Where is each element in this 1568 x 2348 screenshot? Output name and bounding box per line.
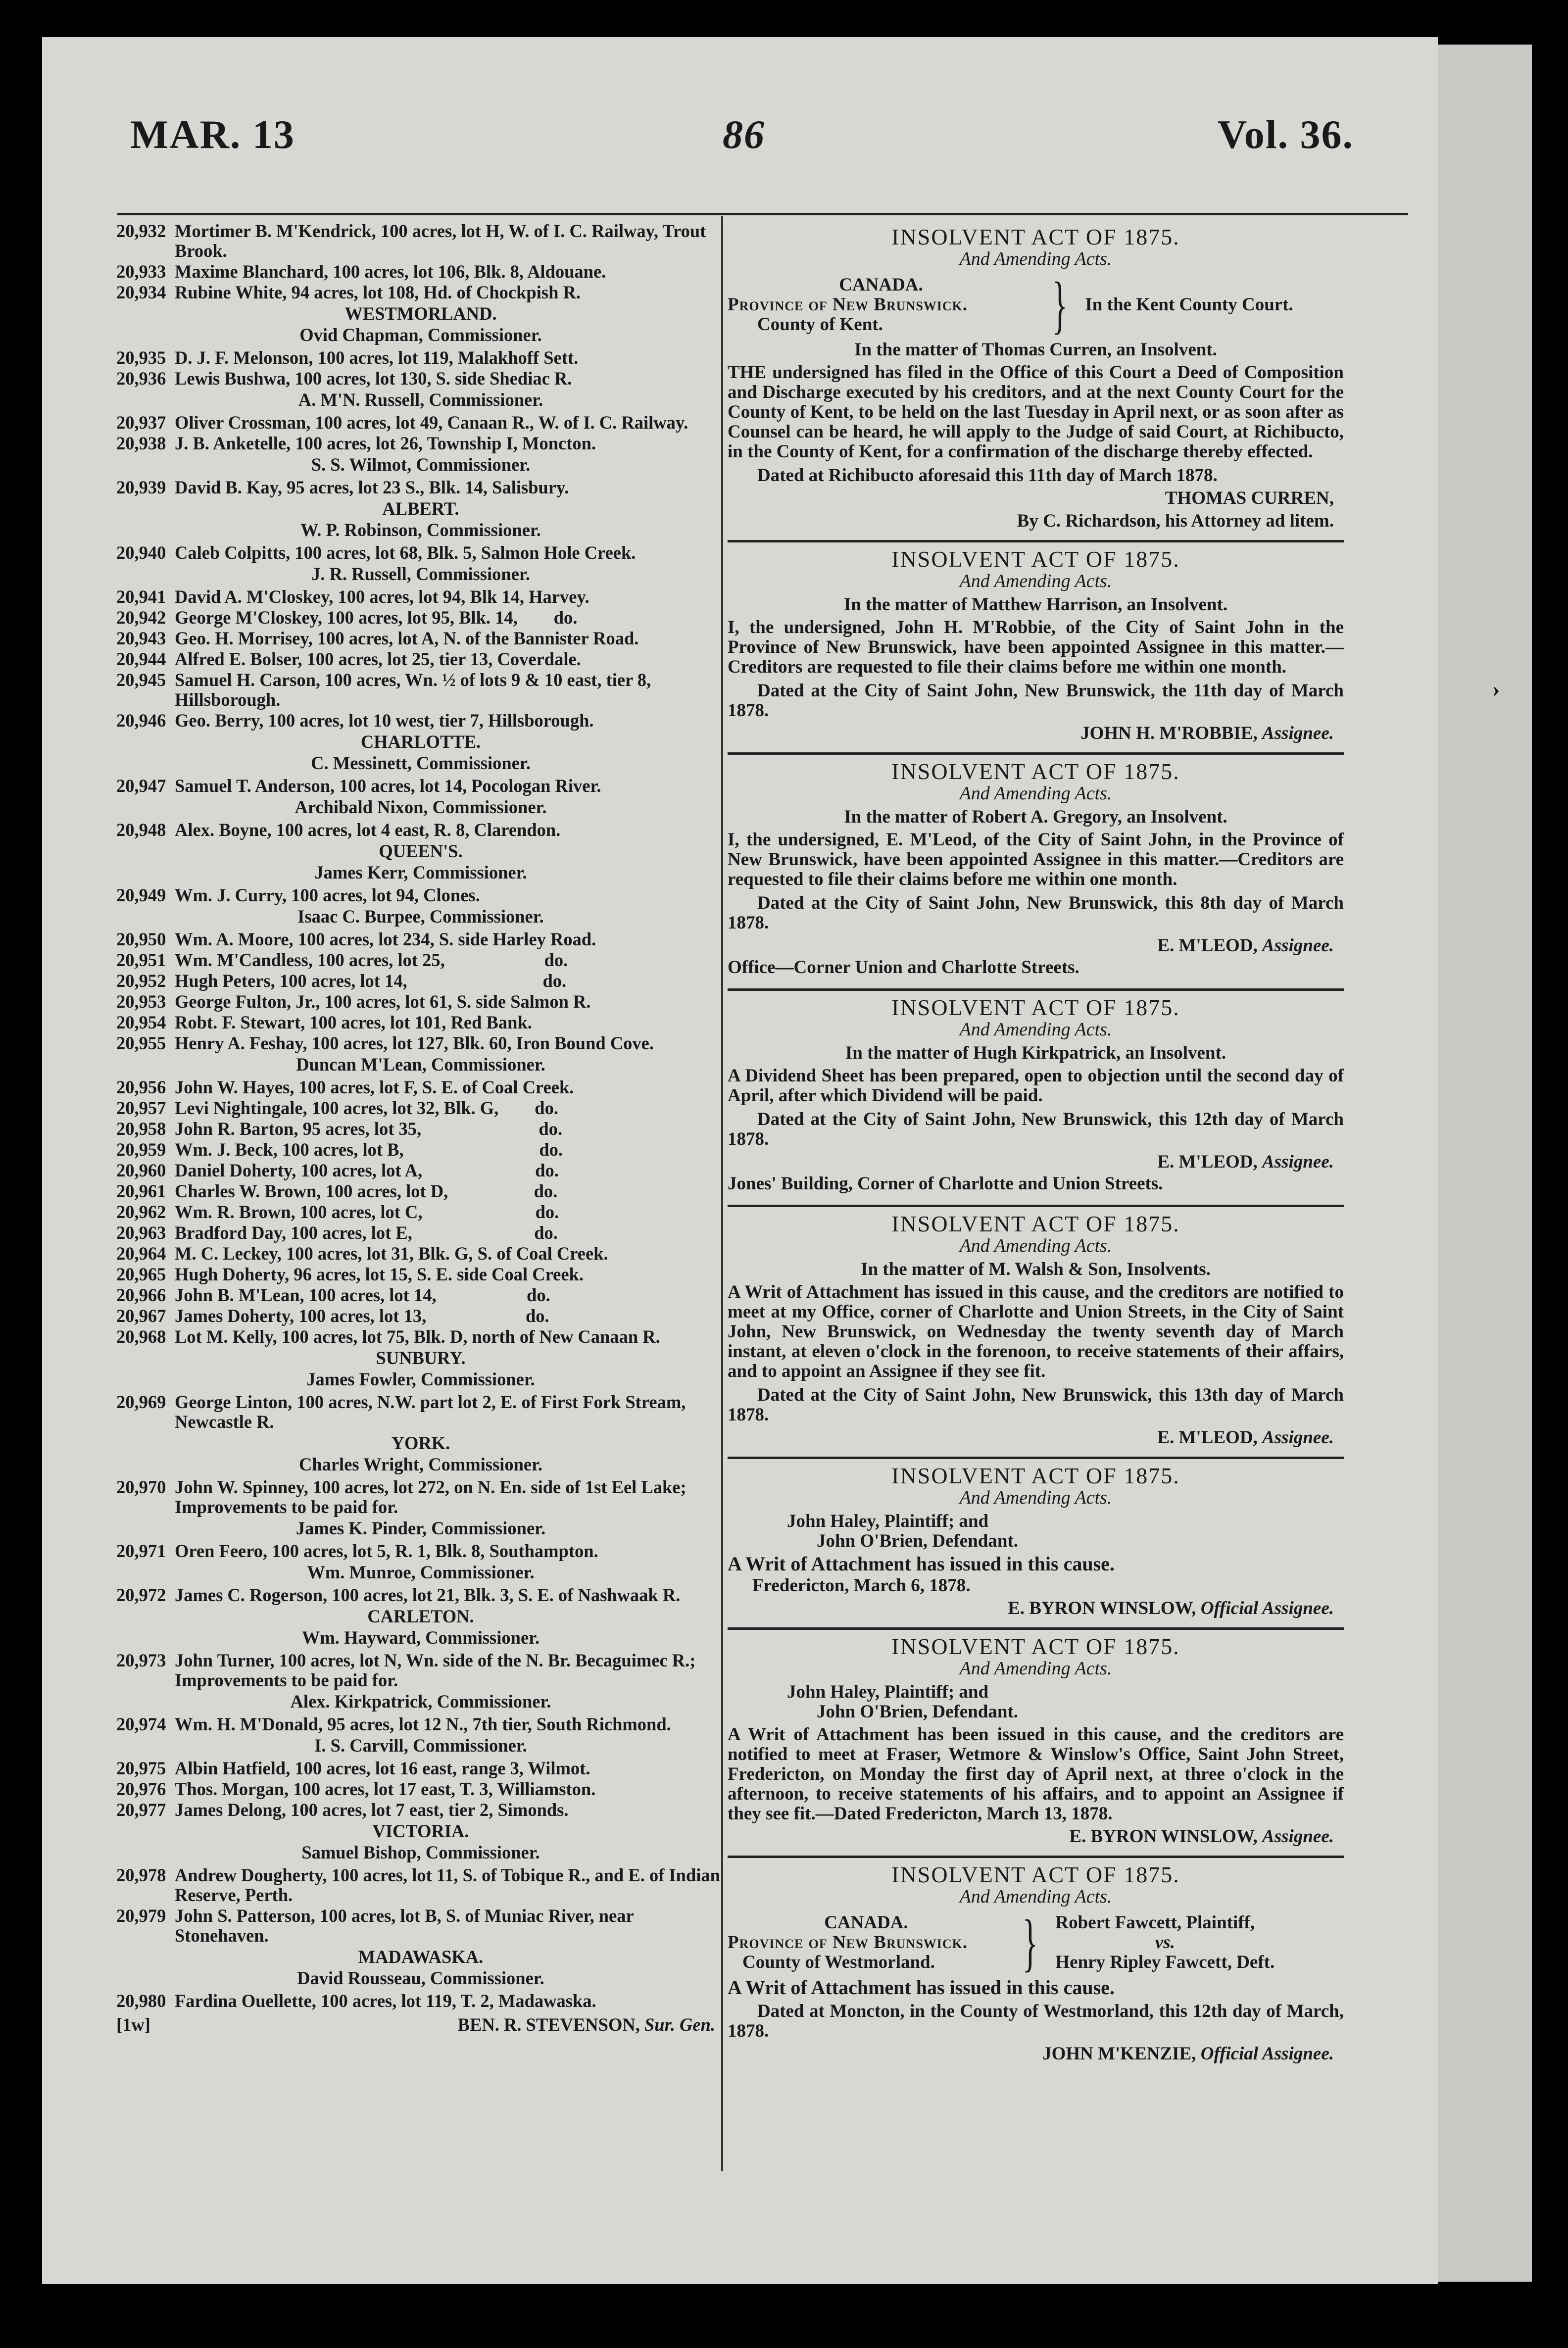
signer-title: Sur. Gen. <box>644 2014 715 2035</box>
grant-number: 20,977 <box>116 1800 166 1820</box>
grant-number: 20,980 <box>116 1991 166 2011</box>
grant-description: Alfred E. Bolser, 100 acres, lot 25, tier 13, Coverdale. <box>175 649 581 669</box>
county-heading: WESTMORLAND. <box>344 303 497 324</box>
notice-signature <box>728 1152 1334 1172</box>
column-footer <box>116 2015 725 2035</box>
land-grant-entry <box>116 262 725 282</box>
grant-number: 20,966 <box>116 1285 166 1305</box>
parties <box>787 1682 1344 1722</box>
commissioner-line: James Fowler, Commissioner. <box>306 1369 535 1389</box>
grant-number: 20,973 <box>116 1650 166 1670</box>
notice-title: INSOLVENT ACT OF 1875. <box>891 1634 1180 1659</box>
signer-name: JOHN H. M'ROBBIE, <box>1080 723 1258 743</box>
notice-signature <box>728 1428 1334 1448</box>
grant-description: Albin Hatfield, 100 acres, lot 16 east, range 3, Wilmot. <box>175 1758 590 1778</box>
defendant: Henry Ripley Fawcett, Deft. <box>1055 1952 1275 1972</box>
province: Province of New Brunswick. <box>728 294 968 315</box>
land-grant-entry <box>116 283 725 302</box>
court-name: In the Kent County Court. <box>1085 294 1293 315</box>
grant-description: George M'Closkey, 100 acres, lot 95, Blk. 14, do. <box>175 607 578 628</box>
notice-title: INSOLVENT ACT OF 1875. <box>891 1862 1180 1887</box>
notice-dated: Dated at the City of Saint John, New Brunswick, this 8th day of March 1878. <box>728 893 1344 933</box>
commissioner-line: S. S. Wilmot, Commissioner. <box>311 454 531 475</box>
notice-haley-obrien-1 <box>728 1459 1344 1630</box>
notice-dated: Dated at the City of Saint John, New Brunswick, this 13th day of March 1878. <box>728 1385 1344 1425</box>
grant-description: Bradford Day, 100 acres, lot E, do. <box>175 1223 558 1243</box>
notice-robert-gregory <box>728 755 1344 991</box>
signer-role: Assignee. <box>1262 1152 1334 1172</box>
county-heading: VICTORIA. <box>372 1821 469 1841</box>
parties <box>787 1512 1344 1551</box>
land-grant-entry <box>116 1244 725 1264</box>
land-grant-entry <box>116 1306 725 1326</box>
signer-name: E. M'LEOD, <box>1157 1427 1258 1448</box>
notice-dated: Dated at the City of Saint John, New Brunswick, the 11th day of March 1878. <box>728 681 1344 721</box>
notice-body: A Writ of Attachment has issued in this cause, and the creditors are notified to meet at my Office, corner of Charlotte and Union Streets, in the City of Saint John, New Brunswick, on Wednesday the twenty seventh day of March instant, at eleven o'clock in the forenoon, to receive statements of their affairs, and to appoint an Assignee if they see fit. <box>728 1282 1344 1381</box>
grant-number: 20,937 <box>116 412 166 433</box>
land-grant-entry <box>116 629 725 648</box>
land-grant-entry <box>116 1541 725 1561</box>
land-grant-entry <box>116 885 725 905</box>
land-grant-entry <box>116 649 725 669</box>
land-grant-entry <box>116 950 725 970</box>
county: County of Westmorland. <box>742 1952 935 1972</box>
grant-number: 20,950 <box>116 929 166 949</box>
notice-subtitle: And Amending Acts. <box>959 1019 1112 1040</box>
county-heading: CHARLOTTE. <box>360 732 481 752</box>
insolvency-notices-column <box>728 220 1344 2073</box>
grant-number: 20,932 <box>116 221 166 241</box>
notice-signature <box>728 2044 1334 2064</box>
land-grant-entry <box>116 434 725 453</box>
notice-body: I, the undersigned, E. M'Leod, of the City of Saint John, in the Province of New Brunswick, have been appointed Assignee in this matter.—Creditors are requested to file their claims before me within one month. <box>728 830 1344 889</box>
plaintiff: Robert Fawcett, Plaintiff, <box>1055 1912 1255 1933</box>
notice-subtitle: And Amending Acts. <box>959 571 1112 591</box>
grant-description: John B. M'Lean, 100 acres, lot 14, do. <box>175 1285 550 1305</box>
signer-role: Official Assignee. <box>1200 1598 1334 1618</box>
land-grant-entry <box>116 711 725 731</box>
land-grant-list <box>116 221 725 2011</box>
versus: vs. <box>1155 1932 1175 1953</box>
commissioner-line: C. Messinett, Commissioner. <box>311 753 531 773</box>
brace-icon: } <box>1052 269 1068 341</box>
notice-body: A Dividend Sheet has been prepared, open to objection until the second day of April, after which Dividend will be paid. <box>728 1066 1344 1106</box>
grant-description: Wm. J. Beck, 100 acres, lot B, do. <box>175 1139 563 1160</box>
grant-description: Henry A. Feshay, 100 acres, lot 127, Blk. 60, Iron Bound Cove. <box>175 1033 654 1053</box>
notice-subtitle: And Amending Acts. <box>959 1487 1112 1508</box>
grant-number: 20,971 <box>116 1541 166 1561</box>
commissioner-line: James K. Pinder, Commissioner. <box>295 1518 546 1538</box>
land-grant-entry <box>116 1714 725 1734</box>
footer-code: [1w] <box>116 2014 150 2035</box>
land-grant-entry <box>116 1327 725 1347</box>
signer-role: Assignee. <box>1262 1826 1334 1847</box>
grant-number: 20,956 <box>116 1077 166 1097</box>
grant-number: 20,962 <box>116 1202 166 1222</box>
commissioner-line: I. S. Carvill, Commissioner. <box>314 1735 527 1756</box>
commissioner-line: J. R. Russell, Commissioner. <box>311 564 530 584</box>
grant-description: Geo. Berry, 100 acres, lot 10 west, tier 7, Hillsborough. <box>175 710 594 731</box>
grant-number: 20,979 <box>116 1906 166 1926</box>
grant-description: George Linton, 100 acres, N.W. part lot 2, E. of First Fork Stream, Newcastle R. <box>175 1392 690 1432</box>
land-grant-entry <box>116 1265 725 1284</box>
notice-walsh-son <box>728 1207 1344 1459</box>
notice-signature <box>728 1827 1334 1847</box>
grant-number: 20,958 <box>116 1119 166 1139</box>
grant-number: 20,978 <box>116 1865 166 1885</box>
grant-number: 20,974 <box>116 1714 166 1734</box>
country: CANADA. <box>824 1912 908 1933</box>
commissioner-line: Archibald Nixon, Commissioner. <box>294 797 547 817</box>
grant-description: Lot M. Kelly, 100 acres, lot 75, Blk. D, north of New Canaan R. <box>175 1326 660 1347</box>
grant-description: David A. M'Closkey, 100 acres, lot 94, Blk 14, Harvey. <box>175 587 589 607</box>
grant-description: Thos. Morgan, 100 acres, lot 17 east, T. 3, Williamston. <box>175 1779 596 1799</box>
brace-icon: } <box>1022 1907 1038 1978</box>
land-grant-entry <box>116 1906 725 1946</box>
grant-number: 20,954 <box>116 1012 166 1032</box>
grant-number: 20,947 <box>116 776 166 796</box>
signer-name: E. BYRON WINSLOW, <box>1008 1598 1196 1618</box>
defendant: John O'Brien, Defendant. <box>817 1702 1019 1722</box>
signer-name: E. M'LEOD, <box>1157 935 1258 956</box>
land-grant-entry <box>116 1865 725 1905</box>
notice-body: I, the undersigned, John H. M'Robbie, of the City of Saint John in the Province of New Brunswick, have been appointed Assignee in this matter.—Creditors are requested to file their claims before me within one month. <box>728 617 1344 677</box>
land-grant-entry <box>116 1285 725 1305</box>
commissioner-line: Wm. Hayward, Commissioner. <box>301 1627 540 1648</box>
county-heading: QUEEN'S. <box>379 841 463 861</box>
notice-fawcett <box>728 1858 1344 2073</box>
grant-description: Caleb Colpitts, 100 acres, lot 68, Blk. 5, Salmon Hole Creek. <box>175 542 636 563</box>
grant-number: 20,972 <box>116 1585 166 1605</box>
notice-dated: Dated at Moncton, in the County of Westmorland, this 12th day of March, 1878. <box>728 2001 1344 2041</box>
county-heading: YORK. <box>391 1433 450 1453</box>
grant-number: 20,952 <box>116 971 166 991</box>
court-caption <box>728 269 1344 341</box>
grant-description: Robt. F. Stewart, 100 acres, lot 101, Red Bank. <box>175 1012 532 1032</box>
notice-office: Office—Corner Union and Charlotte Streets. <box>728 957 1079 978</box>
grant-number: 20,963 <box>116 1223 166 1243</box>
commissioner-line: Alex. Kirkpatrick, Commissioner. <box>290 1691 551 1712</box>
grant-number: 20,934 <box>116 282 166 302</box>
land-grant-entry <box>116 543 725 563</box>
land-grant-entry <box>116 348 725 368</box>
county-heading: ALBERT. <box>382 498 459 519</box>
notice-signature: THOMAS CURREN, <box>1165 488 1334 508</box>
grant-number: 20,944 <box>116 649 166 669</box>
notice-place: Fredericton, March 6, 1878. <box>752 1575 971 1596</box>
grant-description: Levi Nightingale, 100 acres, lot 32, Blk. G, do. <box>175 1098 558 1118</box>
county-heading: SUNBURY. <box>376 1348 466 1368</box>
grant-number: 20,949 <box>116 885 166 905</box>
signer-role: Assignee. <box>1262 935 1334 956</box>
grant-description: Rubine White, 94 acres, lot 108, Hd. of Chockpish R. <box>175 282 581 302</box>
grant-description: John S. Patterson, 100 acres, lot B, S. of Muniac River, near Stonehaven. <box>175 1906 638 1946</box>
notice-title: INSOLVENT ACT OF 1875. <box>891 224 1180 249</box>
plaintiff: John Haley, Plaintiff; and <box>787 1682 989 1702</box>
notice-dated: Dated at the City of Saint John, New Brunswick, this 12th day of March 1878. <box>728 1109 1344 1149</box>
notice-thomas-curren <box>728 220 1344 542</box>
commissioner-line: Charles Wright, Commissioner. <box>298 1454 543 1474</box>
land-grant-entry <box>116 1119 725 1139</box>
grant-number: 20,968 <box>116 1326 166 1347</box>
grant-number: 20,960 <box>116 1160 166 1180</box>
grant-description: Charles W. Brown, 100 acres, lot D, do. <box>175 1181 558 1201</box>
signer-role: Assignee. <box>1262 1427 1334 1448</box>
grant-number: 20,976 <box>116 1779 166 1799</box>
commissioner-line: David Rousseau, Commissioner. <box>297 1968 544 1988</box>
notice-hugh-kirkpatrick <box>728 991 1344 1207</box>
land-grant-entry <box>116 1651 725 1690</box>
page-number: 86 <box>723 112 765 157</box>
commissioner-line: W. P. Robinson, Commissioner. <box>300 520 541 540</box>
notice-matter: In the matter of Robert A. Gregory, an Insolvent. <box>844 807 1227 827</box>
land-grant-entry <box>116 1033 725 1053</box>
grant-description: Samuel T. Anderson, 100 acres, lot 14, Pocologan River. <box>175 776 601 796</box>
country: CANADA. <box>839 275 923 295</box>
commissioner-line: Wm. Munroe, Commissioner. <box>307 1562 535 1582</box>
land-grant-entry <box>116 608 725 628</box>
grant-number: 20,948 <box>116 820 166 840</box>
grant-number: 20,939 <box>116 477 166 497</box>
grant-description: Alex. Boyne, 100 acres, lot 4 east, R. 8, Clarendon. <box>175 820 561 840</box>
notice-writ: A Writ of Attachment has issued in this cause. <box>728 1976 1115 1999</box>
grant-description: Daniel Doherty, 100 acres, lot A, do. <box>175 1160 559 1180</box>
margin-mark: › <box>1492 676 1500 701</box>
land-grant-entry <box>116 1013 725 1032</box>
commissioner-line: Duncan M'Lean, Commissioner. <box>296 1054 545 1075</box>
grant-number: 20,933 <box>116 261 166 282</box>
notice-title: INSOLVENT ACT OF 1875. <box>891 1211 1180 1236</box>
volume-number: Vol. 36. <box>1218 112 1354 157</box>
notice-signature <box>728 724 1334 743</box>
header-rule <box>117 213 1408 215</box>
grant-number: 20,964 <box>116 1243 166 1264</box>
grant-description: Maxime Blanchard, 100 acres, lot 106, Blk. 8, Aldouane. <box>175 261 606 282</box>
grant-number: 20,943 <box>116 628 166 648</box>
county-heading: MADAWASKA. <box>358 1947 484 1967</box>
signer-name: JOHN M'KENZIE, <box>1042 2044 1196 2064</box>
grant-description: Wm. A. Moore, 100 acres, lot 234, S. side Harley Road. <box>175 929 596 949</box>
grant-description: John R. Barton, 95 acres, lot 35, do. <box>175 1119 563 1139</box>
grant-number: 20,959 <box>116 1139 166 1160</box>
land-grant-entry <box>116 1223 725 1243</box>
gazette-page <box>42 37 1438 2284</box>
land-grant-entry <box>116 776 725 796</box>
grant-description: Wm. M'Candless, 100 acres, lot 25, do. <box>175 950 568 970</box>
footer-signature <box>458 2015 715 2035</box>
land-grant-entry <box>116 1181 725 1201</box>
grant-number: 20,967 <box>116 1306 166 1326</box>
notice-subtitle: And Amending Acts. <box>959 1886 1112 1907</box>
notice-signature <box>728 1599 1334 1618</box>
adjacent-page-edge <box>1438 45 1532 2282</box>
grant-number: 20,970 <box>116 1477 166 1497</box>
commissioner-line: Isaac C. Burpee, Commissioner. <box>297 906 544 927</box>
grant-description: M. C. Leckey, 100 acres, lot 31, Blk. G, S. of Coal Creek. <box>175 1243 608 1264</box>
land-grant-entry <box>116 1477 725 1517</box>
grant-description: Oliver Crossman, 100 acres, lot 49, Canaan R., W. of I. C. Railway. <box>175 412 688 433</box>
jurisdiction <box>728 1913 1005 1972</box>
land-grant-entry <box>116 587 725 607</box>
case-parties <box>1055 1913 1274 1972</box>
grant-description: Samuel H. Carson, 100 acres, Wn. ½ of lots 9 & 10 east, tier 8, Hillsborough. <box>175 670 656 710</box>
land-grant-entry <box>116 1202 725 1222</box>
grant-description: J. B. Anketelle, 100 acres, lot 26, Township I, Moncton. <box>175 433 596 453</box>
grant-description: Wm. R. Brown, 100 acres, lot C, do. <box>175 1202 559 1222</box>
grant-number: 20,951 <box>116 950 166 970</box>
commissioner-line: Samuel Bishop, Commissioner. <box>301 1842 540 1862</box>
jurisdiction <box>728 275 1034 335</box>
province: Province of New Brunswick. <box>728 1932 968 1953</box>
land-grant-entry <box>116 1800 725 1820</box>
notice-title: INSOLVENT ACT OF 1875. <box>891 546 1180 572</box>
grant-description: Hugh Peters, 100 acres, lot 14, do. <box>175 971 567 991</box>
notice-subtitle: And Amending Acts. <box>959 783 1112 804</box>
grant-description: Hugh Doherty, 96 acres, lot 15, S. E. side Coal Creek. <box>175 1264 584 1284</box>
grant-number: 20,955 <box>116 1033 166 1053</box>
land-grant-entry <box>116 929 725 949</box>
land-grant-entry <box>116 478 725 497</box>
grant-number: 20,940 <box>116 542 166 563</box>
court-caption <box>728 1907 1344 1978</box>
signer-name: BEN. R. STEVENSON, <box>457 2014 640 2035</box>
page-date: MAR. 13 <box>130 112 295 157</box>
plaintiff: John Haley, Plaintiff; and <box>787 1511 989 1531</box>
grant-number: 20,936 <box>116 368 166 389</box>
grant-number: 20,946 <box>116 710 166 731</box>
grant-description: John W. Spinney, 100 acres, lot 272, on N. En. side of 1st Eel Lake; Improvements to be paid for. <box>175 1477 691 1517</box>
land-grant-entry <box>116 1759 725 1778</box>
land-grant-entry <box>116 369 725 389</box>
land-grant-entry <box>116 670 725 710</box>
grant-description: Oren Feero, 100 acres, lot 5, R. 1, Blk. 8, Southampton. <box>175 1541 598 1561</box>
notice-matter: In the matter of Thomas Curren, an Insolvent. <box>854 340 1217 360</box>
land-grant-entry <box>116 1779 725 1799</box>
notice-body: A Writ of Attachment has been issued in this cause, and the creditors are notified to meet at Fraser, Wetmore & Winslow's Office, Saint John Street, Fredericton, on Monday the first day of April next, at three o'clock in the afternoon, to receive statements of his affairs, and to appoint an Assignee if they see fit.—Dated Fredericton, March 13, 1878. <box>728 1724 1344 1824</box>
notice-title: INSOLVENT ACT OF 1875. <box>891 1463 1180 1488</box>
grant-description: Lewis Bushwa, 100 acres, lot 130, S. side Shediac R. <box>175 368 572 389</box>
notice-subtitle: And Amending Acts. <box>959 1235 1112 1256</box>
grant-description: James Delong, 100 acres, lot 7 east, tier 2, Simonds. <box>175 1800 569 1820</box>
notice-matter: In the matter of Hugh Kirkpatrick, an Insolvent. <box>845 1043 1226 1063</box>
grant-description: Wm. H. M'Donald, 95 acres, lot 12 N., 7th tier, South Richmond. <box>175 1714 671 1734</box>
land-grant-entry <box>116 820 725 840</box>
grant-number: 20,957 <box>116 1098 166 1118</box>
commissioner-line: Ovid Chapman, Commissioner. <box>299 325 542 345</box>
land-grants-column <box>116 220 725 2035</box>
notice-matthew-harrison <box>728 542 1344 755</box>
land-grant-entry <box>116 1140 725 1160</box>
signer-name: E. BYRON WINSLOW, <box>1069 1826 1258 1847</box>
grant-number: 20,942 <box>116 607 166 628</box>
notice-office: Jones' Building, Corner of Charlotte and Union Streets. <box>728 1174 1163 1194</box>
land-grant-entry <box>116 1991 725 2011</box>
grant-description: George Fulton, Jr., 100 acres, lot 61, S. side Salmon R. <box>175 991 591 1012</box>
notice-attorney: By C. Richardson, his Attorney ad litem. <box>1017 511 1334 531</box>
grant-description: James Doherty, 100 acres, lot 13, do. <box>175 1306 549 1326</box>
county: County of Kent. <box>757 314 883 335</box>
land-grant-entry <box>116 992 725 1012</box>
land-grant-entry <box>116 1098 725 1118</box>
grant-description: John W. Hayes, 100 acres, lot F, S. E. of Coal Creek. <box>175 1077 574 1097</box>
grant-number: 20,975 <box>116 1758 166 1778</box>
land-grant-entry <box>116 1077 725 1097</box>
grant-description: Geo. H. Morrisey, 100 acres, lot A, N. of the Bannister Road. <box>175 628 639 648</box>
commissioner-line: James Kerr, Commissioner. <box>314 862 527 882</box>
grant-number: 20,969 <box>116 1392 166 1412</box>
grant-number: 20,941 <box>116 587 166 607</box>
defendant: John O'Brien, Defendant. <box>817 1531 1019 1551</box>
notice-matter: In the matter of Matthew Harrison, an Insolvent. <box>843 594 1228 615</box>
grant-number: 20,945 <box>116 670 166 690</box>
land-grant-entry <box>116 1161 725 1180</box>
notice-matter: In the matter of M. Walsh & Son, Insolvents. <box>861 1259 1211 1279</box>
land-grant-entry <box>116 413 725 433</box>
notice-dated: Dated at Richibucto aforesaid this 11th day of March 1878. <box>757 465 1218 486</box>
commissioner-line: A. M'N. Russell, Commissioner. <box>298 390 543 410</box>
grant-description: David B. Kay, 95 acres, lot 23 S., Blk. 14, Salisbury. <box>175 477 569 497</box>
notice-signature <box>728 936 1334 956</box>
grant-number: 20,961 <box>116 1181 166 1201</box>
notice-body: THE undersigned has filed in the Office of this Court a Deed of Composition and Discharge executed by his creditors, and at the next County Court for the County of Kent, to be held on the last Tuesday in April next, or as soon after as Counsel can be heard, he will apply to the Judge of said Court, at Richibucto, in the County of Kent, for a confirmation of the discharge thereby effected. <box>728 362 1344 462</box>
notice-title: INSOLVENT ACT OF 1875. <box>891 759 1180 784</box>
land-grant-entry <box>116 971 725 991</box>
notice-writ: A Writ of Attachment has issued in this cause. <box>728 1553 1115 1575</box>
grant-description: Wm. J. Curry, 100 acres, lot 94, Clones. <box>175 885 480 905</box>
grant-number: 20,938 <box>116 433 166 453</box>
grant-description: Fardina Ouellette, 100 acres, lot 119, T. 2, Madawaska. <box>175 1991 596 2011</box>
grant-number: 20,953 <box>116 991 166 1012</box>
county-heading: CARLETON. <box>367 1606 474 1626</box>
signer-name: E. M'LEOD, <box>1157 1152 1258 1172</box>
signer-role: Official Assignee. <box>1200 2044 1334 2064</box>
notice-subtitle: And Amending Acts. <box>959 1658 1112 1679</box>
grant-description: John Turner, 100 acres, lot N, Wn. side of the N. Br. Becaguimec R.; Improvements to be paid for. <box>175 1650 700 1690</box>
land-grant-entry <box>116 1392 725 1432</box>
grant-description: D. J. F. Melonson, 100 acres, lot 119, Malakhoff Sett. <box>175 347 579 368</box>
grant-description: Mortimer B. M'Kendrick, 100 acres, lot H, W. of I. C. Railway, Trout Brook. <box>175 221 711 261</box>
grant-number: 20,935 <box>116 347 166 368</box>
notice-title: INSOLVENT ACT OF 1875. <box>891 995 1180 1020</box>
grant-number: 20,965 <box>116 1264 166 1284</box>
grant-description: James C. Rogerson, 100 acres, lot 21, Blk. 3, S. E. of Nashwaak R. <box>175 1585 681 1605</box>
grant-description: Andrew Dougherty, 100 acres, lot 11, S. of Tobique R., and E. of Indian Reserve, Perth. <box>175 1865 725 1905</box>
notice-haley-obrien-2 <box>728 1630 1344 1858</box>
land-grant-entry <box>116 221 725 261</box>
signer-role: Assignee. <box>1262 723 1334 743</box>
notice-subtitle: And Amending Acts. <box>959 248 1112 269</box>
land-grant-entry <box>116 1585 725 1605</box>
